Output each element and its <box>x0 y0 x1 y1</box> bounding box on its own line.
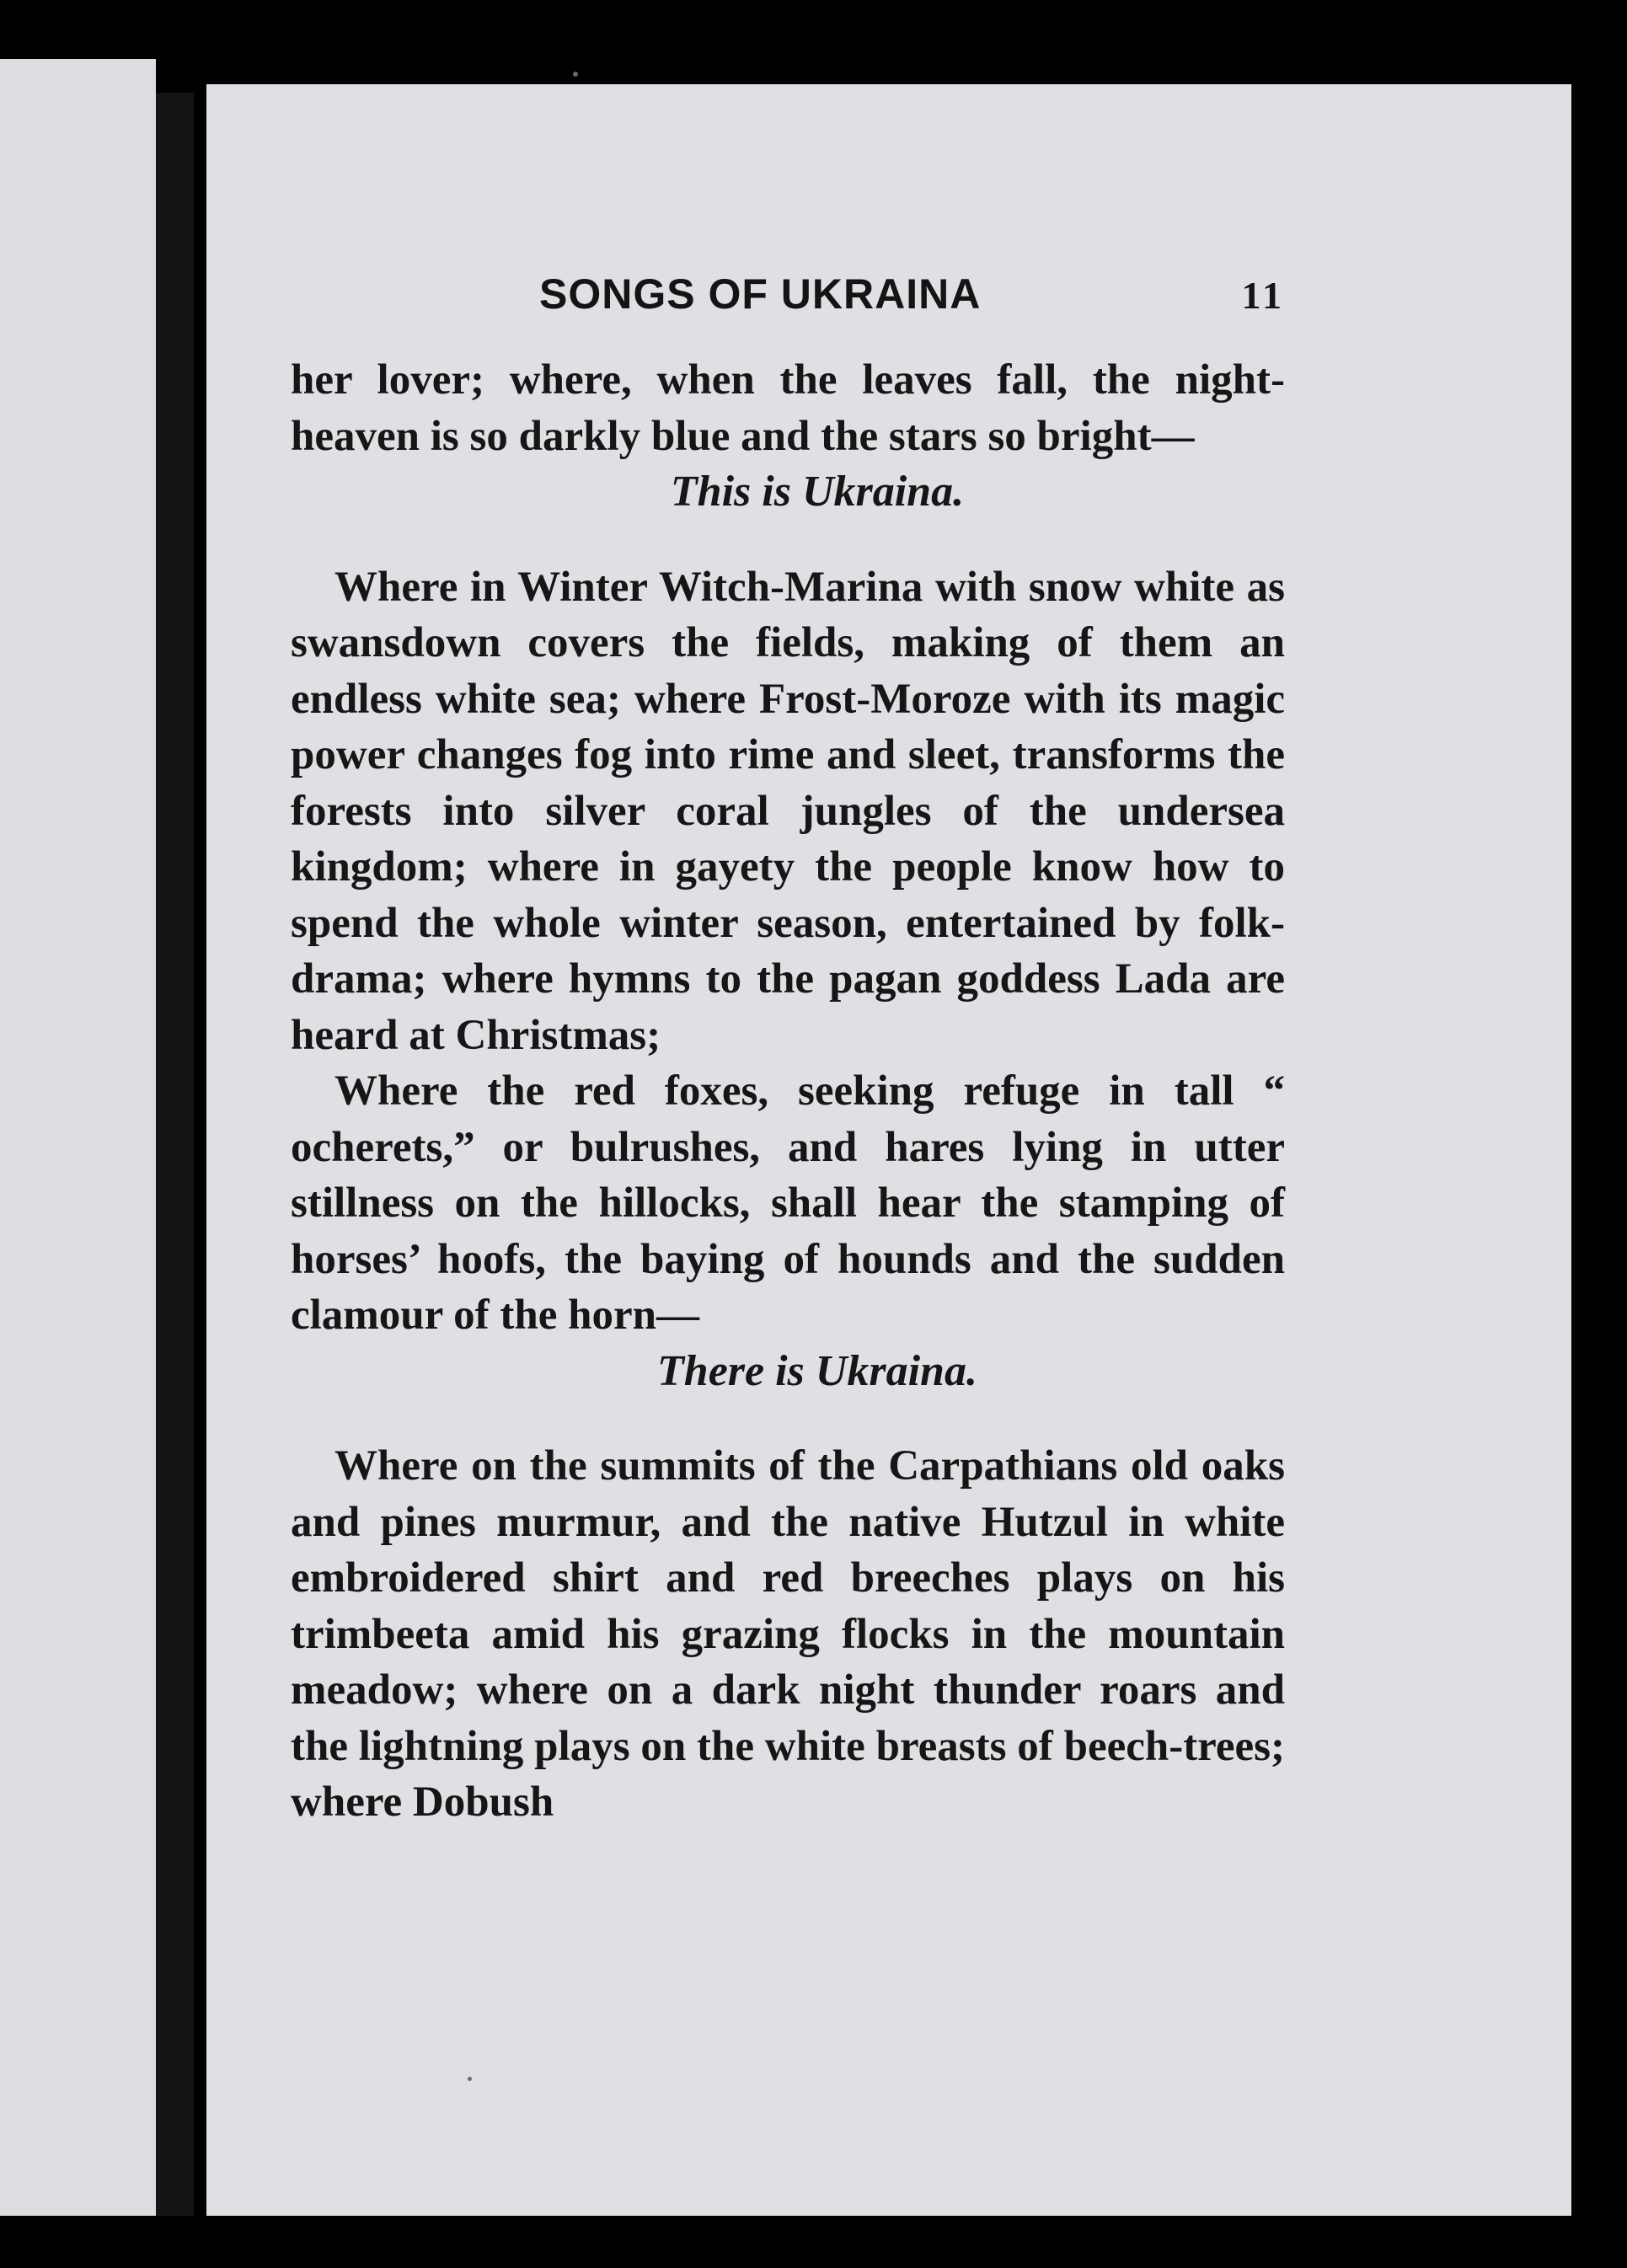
paper-speck <box>468 2077 472 2081</box>
refrain-2: There is Ukraina. <box>657 1346 977 1395</box>
paper-speck <box>573 72 578 77</box>
book-spine <box>156 93 194 2216</box>
book-page <box>206 84 1571 2216</box>
paragraph-1: her lover; where, when the leaves fall, the night-heaven is so darkly blue and the stars so bright— <box>291 356 1285 460</box>
paragraph-4: Where on the summits of the Carpathians old oaks and pines murmur, and the native Hutzul in white embroidered shirt and red breeches plays on his trimbeeta amid his grazing flocks in the mountain meadow; where on a dark night thunder roars and the lightning plays on the white breasts of beech-trees; where Dobush <box>291 1442 1285 1826</box>
stanza-gap <box>291 521 1285 559</box>
running-title: SONGS OF UKRAINA <box>539 270 982 318</box>
refrain-1: This is Ukraina. <box>670 468 965 516</box>
running-head <box>291 270 1285 329</box>
stanza-gap <box>291 1399 1285 1438</box>
paragraph-3: Where the red foxes, seeking refuge in tall “ ocherets,” or bulrushes, and hares lying in utter stillness on the hillocks, shall hear the stamping of horses’ hoofs, the baying of hounds and the sudden clamour of the horn— <box>291 1067 1285 1339</box>
page-content <box>291 270 1285 1831</box>
left-page-edge <box>0 59 156 2216</box>
page-number: 11 <box>1241 274 1285 317</box>
paragraph-2: Where in Winter Witch-Marina with snow white as swansdown covers the fields, making of them an endless white sea; where Frost-Moroze with its magic power changes fog into rime and sleet, transforms the forests into silver coral jungles of the undersea kingdom; where in gayety the people know how to spend the whole winter season, entertained by folk-drama; where hymns to the pagan goddess Lada are heard at Christmas; <box>291 563 1285 1059</box>
